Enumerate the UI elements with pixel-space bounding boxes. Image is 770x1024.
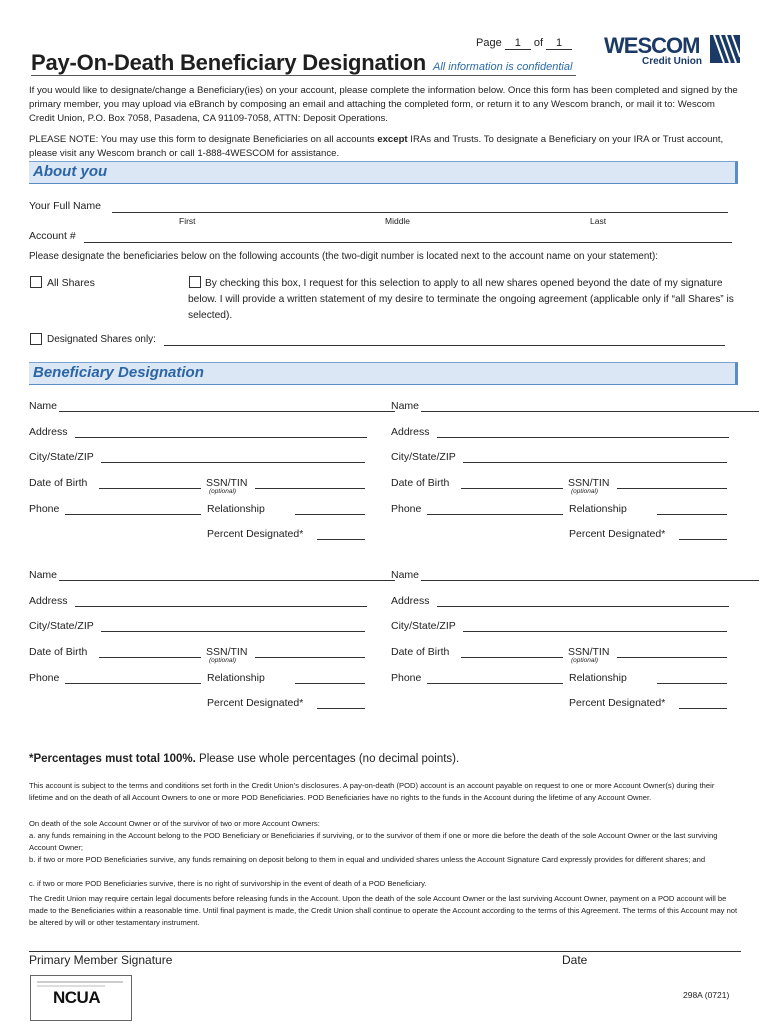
beneficiary-3-address-label: Address [29, 595, 68, 607]
beneficiary-2-city-field[interactable] [463, 462, 727, 463]
date-label: Date [562, 953, 588, 967]
full-name-label: Your Full Name [29, 200, 101, 212]
beneficiary-1-city-label: City/State/ZIP [29, 451, 94, 463]
beneficiary-2-city-label: City/State/ZIP [391, 451, 456, 463]
designated-shares-checkbox[interactable] [30, 333, 42, 345]
beneficiary-2-phone-label: Phone [391, 503, 422, 515]
all-shares-label: All Shares [47, 277, 95, 289]
beneficiary-1-ssn-label: SSN/TIN [206, 477, 248, 489]
beneficiary-4-dob-field[interactable] [461, 657, 563, 658]
beneficiary-1-relationship-field[interactable] [295, 514, 365, 515]
beneficiary-1-phone-label: Phone [29, 503, 60, 515]
terms-item-b: b. if two or more POD Beneficiaries survive, any funds remaining on deposit belong to them in equal and undivided shares unless the Account Signature Card expressly provides for different shares; and [29, 855, 706, 864]
page-title: Pay-On-Death Beneficiary Designation [31, 50, 427, 75]
beneficiary-4-percent-label: Percent Designated* [569, 697, 666, 709]
ncua-fineprint-icon [35, 980, 127, 988]
beneficiary-3-ssn-label: SSN/TIN [206, 646, 248, 658]
page-label: Page [476, 37, 502, 49]
percentages-bold: *Percentages must total 100%. [29, 753, 196, 765]
beneficiary-2-percent-field[interactable] [679, 539, 727, 540]
beneficiary-4-city-label: City/State/ZIP [391, 620, 456, 632]
beneficiary-3-relationship-field[interactable] [295, 683, 365, 684]
designated-shares-field[interactable] [164, 345, 725, 346]
beneficiary-3-city-field[interactable] [101, 631, 365, 632]
of-label: of [533, 37, 544, 49]
apply-new-shares-text: By checking this box, I request for this selection to apply to all new shares opened beyond the date of my signature below. I will provide a written statement of my desire to terminate the ongoing agreement (applicable only if “all Shares” is selected). [188, 278, 734, 321]
wescom-logo [604, 35, 744, 67]
confidential-note: All information is confidential [433, 61, 573, 73]
beneficiary-1-address-label: Address [29, 426, 68, 438]
ncua-text: NCUA [53, 988, 101, 1007]
designate-instructions: Please designate the beneficiaries below on the following accounts (the two-digit number is located next to the account name on your statement): [29, 251, 659, 262]
percentages-rest: Please use whole percentages (no decimal points). [195, 753, 460, 765]
beneficiary-4-address-field[interactable] [437, 606, 729, 607]
beneficiary-2-name-label: Name [391, 400, 420, 412]
beneficiary-3-address-field[interactable] [75, 606, 367, 607]
signature-line[interactable] [29, 951, 741, 952]
beneficiary-2-relationship-label: Relationship [569, 503, 627, 515]
beneficiary-3-city-label: City/State/ZIP [29, 620, 94, 632]
beneficiary-4-phone-label: Phone [391, 672, 422, 684]
terms-paragraph-1: This account is subject to the terms and conditions set forth in the Credit Union’s disclosures. A pay-on-death (POD) account is an account payable on request to one or more Account Owner(s) during their lifetime and on the death of all Account Owners to one or more POD Beneficiaries. POD Beneficiaries have no rights to the funds in the Account during the lifetime of any Account Owner. [29, 781, 715, 802]
beneficiary-3-name-label: Name [29, 569, 58, 581]
beneficiary-4-name-label: Name [391, 569, 420, 581]
title-divider [31, 75, 576, 76]
account-number-field[interactable] [84, 242, 732, 243]
about-you-heading: About you [33, 163, 108, 180]
beneficiary-4-dob-label: Date of Birth [391, 646, 450, 658]
beneficiary-1-relationship-label: Relationship [207, 503, 265, 515]
logo-stripes-icon [710, 35, 740, 63]
logo-name: WESCOM [604, 33, 700, 58]
beneficiary-2-address-label: Address [391, 426, 430, 438]
beneficiary-3-dob-label: Date of Birth [29, 646, 88, 658]
beneficiary-3-percent-label: Percent Designated* [207, 697, 304, 709]
beneficiary-2-dob-field[interactable] [461, 488, 563, 489]
page-number: 1 [505, 37, 531, 50]
beneficiary-1-name-label: Name [29, 400, 58, 412]
beneficiary-1-dob-label: Date of Birth [29, 477, 88, 489]
beneficiary-4-phone-field[interactable] [427, 683, 563, 684]
ncua-logo [30, 975, 132, 1021]
beneficiary-2-name-field[interactable] [421, 411, 759, 412]
beneficiary-section-header [29, 362, 738, 385]
beneficiary-4-ssn-optional-label: (optional) [571, 657, 599, 664]
beneficiary-2-ssn-field[interactable] [617, 488, 727, 489]
beneficiary-3-ssn-optional-label: (optional) [209, 657, 237, 664]
logo-subtitle: Credit Union [642, 56, 702, 67]
intro-paragraph: If you would like to designate/change a Beneficiary(ies) on your account, please complete the information below. Once this form has been completed and signed by the primary member, you may upload via eBranch by composing an email and attaching the completed form, or return it to any Wescom branch, or mail it to: Wescom Credit Union, P.O. Box 7058, Pasadena, CA 91109-7058, ATTN: Deposit Operations. [29, 85, 738, 124]
form-code: 298A (0721) [683, 990, 730, 1000]
beneficiary-1-city-field[interactable] [101, 462, 365, 463]
full-name-field[interactable] [112, 212, 728, 213]
beneficiary-3-name-field[interactable] [59, 580, 395, 581]
designated-shares-label: Designated Shares only: [47, 334, 156, 345]
beneficiary-1-percent-label: Percent Designated* [207, 528, 304, 540]
beneficiary-4-address-label: Address [391, 595, 430, 607]
beneficiary-3-percent-field[interactable] [317, 708, 365, 709]
terms-item-c: c. if two or more POD Beneficiaries survive, there is no right of survivorship in the event of death of a POD Beneficiary. [29, 879, 427, 888]
beneficiary-3-phone-label: Phone [29, 672, 60, 684]
beneficiary-3-relationship-label: Relationship [207, 672, 265, 684]
signature-label: Primary Member Signature [29, 953, 173, 967]
page-total: 1 [546, 37, 572, 50]
beneficiary-1-ssn-field[interactable] [255, 488, 365, 489]
percentages-note [29, 753, 459, 765]
beneficiary-1-name-field[interactable] [59, 411, 395, 412]
all-shares-checkbox[interactable] [30, 276, 42, 288]
terms-item-a: a. any funds remaining in the Account belong to the POD Beneficiary or Beneficiaries if surviving, or to the survivor of them if one or more die before the death of the sole Account Owner or the last surviving Account Owner; [29, 831, 718, 852]
beneficiary-2-ssn-label: SSN/TIN [568, 477, 610, 489]
beneficiary-2-dob-label: Date of Birth [391, 477, 450, 489]
beneficiary-2-phone-field[interactable] [427, 514, 563, 515]
beneficiary-1-dob-field[interactable] [99, 488, 201, 489]
beneficiary-heading: Beneficiary Designation [33, 364, 204, 381]
beneficiary-1-percent-field[interactable] [317, 539, 365, 540]
beneficiary-4-relationship-field[interactable] [657, 683, 727, 684]
page-indicator [476, 37, 572, 50]
beneficiary-3-dob-field[interactable] [99, 657, 201, 658]
terms-paragraph-3: The Credit Union may require certain legal documents before releasing funds in the Account. Upon the death of the sole Account Owner or the last surviving Account Owner, payment on a POD account will be made to the Beneficiaries within a reasonable time. Until final payment is made, the Credit Union shall continue to operate the Account according to the terms of this Agreement. The terms of this Account may not be altered by will or other testamentary instrument. [29, 894, 738, 927]
beneficiary-4-ssn-field[interactable] [617, 657, 727, 658]
beneficiary-1-address-field[interactable] [75, 437, 367, 438]
beneficiary-3-ssn-field[interactable] [255, 657, 365, 658]
beneficiary-2-address-field[interactable] [437, 437, 729, 438]
beneficiary-2-percent-label: Percent Designated* [569, 528, 666, 540]
beneficiary-2-relationship-field[interactable] [657, 514, 727, 515]
account-number-label: Account # [29, 230, 76, 242]
beneficiary-4-ssn-label: SSN/TIN [568, 646, 610, 658]
beneficiary-4-city-field[interactable] [463, 631, 727, 632]
beneficiary-1-phone-field[interactable] [65, 514, 201, 515]
please-note-paragraph [29, 133, 739, 161]
terms-paragraph-2: On death of the sole Account Owner or of the survivor of two or more Account Owners: [29, 819, 320, 828]
beneficiary-2-ssn-optional-label: (optional) [571, 488, 599, 495]
beneficiary-4-name-field[interactable] [421, 580, 759, 581]
note-bold: except [377, 134, 408, 145]
note-text-a: PLEASE NOTE: You may use this form to designate Beneficiaries on all accounts [29, 134, 378, 145]
middle-name-label: Middle [385, 216, 411, 226]
beneficiary-3-phone-field[interactable] [65, 683, 201, 684]
beneficiary-1-ssn-optional-label: (optional) [209, 488, 237, 495]
last-name-label: Last [590, 216, 607, 226]
beneficiary-4-percent-field[interactable] [679, 708, 727, 709]
beneficiary-4-relationship-label: Relationship [569, 672, 627, 684]
note-text-b: IRAs and Trusts. To designate a Beneficiary on your IRA or Trust account, please visit any Wescom branch or call 1-888-4WESCOM for assistance. [29, 134, 724, 159]
first-name-label: First [179, 216, 196, 226]
about-you-section-header [29, 161, 738, 184]
